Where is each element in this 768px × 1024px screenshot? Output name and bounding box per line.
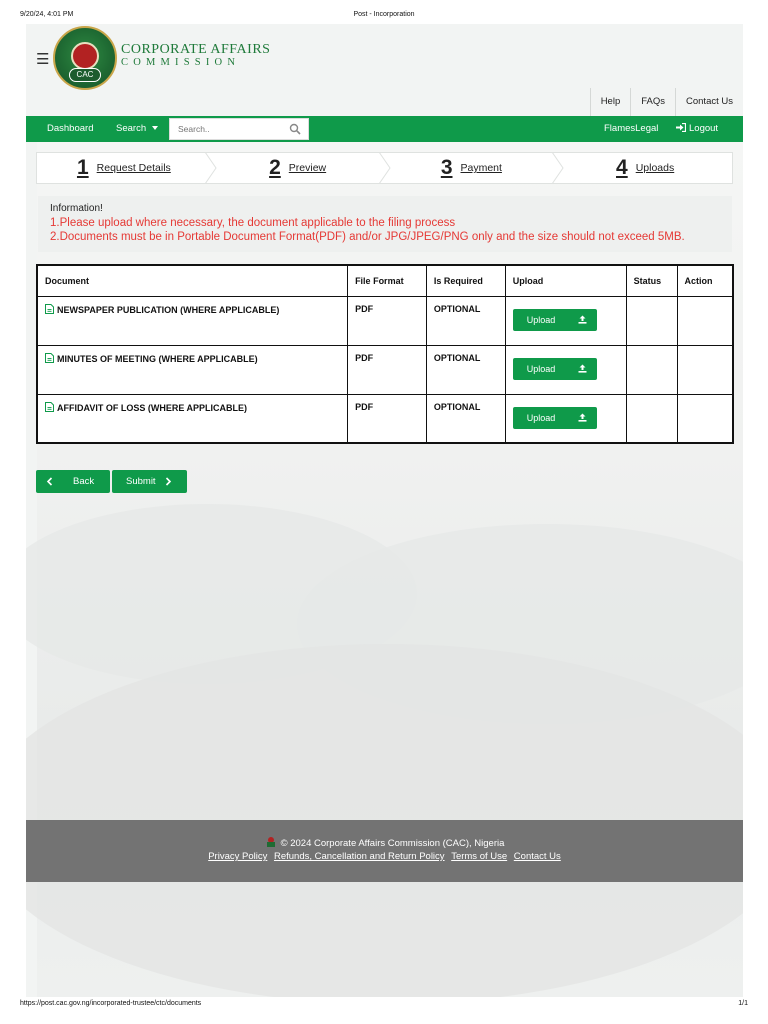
submit-button[interactable] (112, 470, 187, 493)
file-icon (45, 304, 54, 314)
step-label: Request Details (96, 162, 171, 174)
action-cell (677, 394, 733, 443)
contact-us-link[interactable]: Contact Us (675, 88, 743, 116)
document-cell (37, 394, 348, 443)
search-box (169, 118, 309, 140)
step-number: 2 (269, 156, 281, 179)
table-row (37, 394, 733, 443)
site-header (26, 24, 743, 116)
file-icon (45, 353, 54, 363)
submit-label: Submit (126, 476, 156, 487)
progress-steps (36, 152, 733, 184)
print-title: Post - Incorporation (353, 11, 415, 18)
logout-label: Logout (689, 123, 719, 134)
step-request-details[interactable] (37, 153, 211, 183)
document-cell (37, 345, 348, 394)
cac-logo[interactable] (53, 26, 117, 90)
print-footer (20, 1000, 748, 1010)
back-label: Back (73, 476, 95, 487)
status-cell (626, 394, 677, 443)
footer-contact-us-link[interactable]: Contact Us (513, 851, 561, 862)
step-uploads[interactable] (558, 153, 732, 183)
logout-icon (676, 123, 686, 132)
upload-label: Upload (526, 363, 556, 374)
upload-icon (578, 315, 587, 324)
faqs-link[interactable]: FAQs (630, 88, 675, 116)
required-cell: OPTIONAL (426, 345, 505, 394)
step-label: Uploads (635, 162, 675, 174)
upload-label: Upload (526, 412, 556, 423)
action-cell (677, 345, 733, 394)
column-header: Is Required (426, 265, 505, 296)
terms-of-use-link[interactable]: Terms of Use (451, 851, 508, 862)
back-button[interactable] (36, 470, 110, 493)
column-header: Upload (505, 265, 626, 296)
column-header: File Format (348, 265, 427, 296)
table-row (37, 296, 733, 345)
table-row (37, 345, 733, 394)
step-preview[interactable] (211, 153, 385, 183)
status-cell (626, 296, 677, 345)
caret-down-icon (152, 126, 158, 130)
brand-name-line1: CORPORATE AFFAIRS (121, 42, 271, 57)
file-icon (45, 402, 54, 412)
brand-name-line2: COMMISSION (121, 57, 241, 68)
documents-table (36, 264, 734, 444)
upload-button[interactable] (513, 309, 597, 331)
logout-button[interactable] (676, 116, 718, 142)
help-link[interactable]: Help (590, 88, 631, 116)
upload-button[interactable] (513, 407, 597, 429)
info-alert (38, 196, 732, 252)
column-header: Status (626, 265, 677, 296)
upload-cell (505, 345, 626, 394)
upload-cell (505, 296, 626, 345)
footer-links (26, 851, 743, 862)
upload-icon (578, 413, 587, 422)
step-payment[interactable] (385, 153, 559, 183)
coat-of-arms-icon (71, 42, 99, 70)
upload-cell (505, 394, 626, 443)
site-footer (26, 820, 743, 882)
step-label: Preview (288, 162, 327, 174)
privacy-policy-link[interactable]: Privacy Policy (208, 851, 268, 862)
chevron-left-icon (46, 477, 54, 486)
logo-seal-text: CAC (69, 68, 101, 82)
step-number: 1 (76, 156, 89, 179)
upload-button[interactable] (513, 358, 597, 380)
refunds-policy-link[interactable]: Refunds, Cancellation and Return Policy (273, 851, 445, 862)
print-date: 9/20/24, 4:01 PM (20, 11, 74, 18)
nav-user[interactable]: FlamesLegal (604, 123, 659, 134)
search-input[interactable] (170, 119, 280, 139)
print-url: https://post.cac.gov.ng/incorporated-trustee/ctc/documents (20, 1000, 202, 1007)
page (26, 24, 743, 997)
required-cell: OPTIONAL (426, 394, 505, 443)
nav-search-dropdown[interactable] (116, 116, 158, 142)
info-line-1: 1.Please upload where necessary, the document applicable to the filing process (50, 217, 456, 229)
search-icon[interactable] (289, 123, 301, 135)
upload-icon (578, 364, 587, 373)
copyright-text: © 2024 Corporate Affairs Commission (CAC), Nigeria (280, 838, 505, 849)
document-name: AFFIDAVIT OF LOSS (WHERE APPLICABLE) (57, 402, 247, 413)
info-title: Information! (50, 203, 103, 214)
info-line-2: 2.Documents must be in Portable Document Format(PDF) and/or JPG/JPEG/PNG only and the size should not exceed 5MB. (50, 231, 685, 243)
footer-copyright (26, 836, 743, 849)
top-links (590, 88, 743, 116)
file-format-cell: PDF (348, 296, 427, 345)
coat-of-arms-icon (265, 836, 277, 848)
nav-dashboard[interactable]: Dashboard (47, 123, 94, 134)
print-page-number: 1/1 (738, 1000, 748, 1007)
chevron-right-icon (164, 477, 172, 486)
document-name: NEWSPAPER PUBLICATION (WHERE APPLICABLE) (57, 304, 280, 315)
nav-search-label: Search (116, 123, 147, 134)
step-number: 3 (440, 156, 453, 179)
file-format-cell: PDF (348, 394, 427, 443)
column-header: Document (37, 265, 348, 296)
main-nav (26, 116, 743, 142)
hamburger-icon[interactable]: ☰ (36, 51, 50, 68)
column-header: Action (677, 265, 733, 296)
document-cell (37, 296, 348, 345)
step-number: 4 (616, 156, 628, 179)
file-format-cell: PDF (348, 345, 427, 394)
upload-label: Upload (526, 314, 556, 325)
document-name: MINUTES OF MEETING (WHERE APPLICABLE) (57, 353, 258, 364)
required-cell: OPTIONAL (426, 296, 505, 345)
print-header (20, 11, 748, 23)
status-cell (626, 345, 677, 394)
table-header-row (37, 265, 733, 296)
action-cell (677, 296, 733, 345)
step-label: Payment (460, 162, 502, 174)
